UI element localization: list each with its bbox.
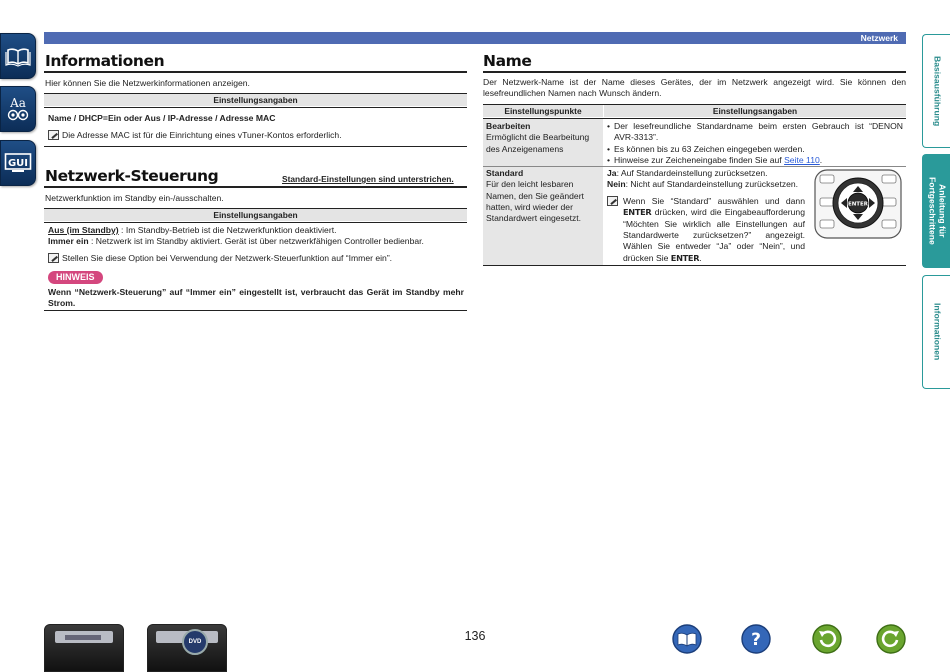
forward-arrow-icon: [876, 624, 906, 654]
dvd-label: DVD: [182, 629, 208, 655]
tab-basisausfuehrung-label: Basisausführung: [932, 55, 943, 127]
name-row2-note: [623, 196, 805, 264]
back-button[interactable]: [812, 624, 842, 654]
standby-intro: Netzwerkfunktion im Standby ein-/ausschalten.: [45, 193, 224, 203]
name-row1-bullet-2: Es können bis zu 63 Zeichen eingegeben werden.: [614, 143, 805, 154]
name-row1-details: • Der lesefreundliche Standardname beim ersten Gebrauch ist “DENON AVR-3313”. • Es können bis zu 63 Zeichen eingegeben werden. • Hinweise zur Zeicheneingabe finden Sie auf Seite 110.: [607, 121, 903, 166]
name-col1-header: Einstellungspunkte: [483, 105, 603, 117]
tab-fortgeschrittene[interactable]: [922, 154, 950, 268]
name-row2-note-part2: drücken, wird die Eingabeaufforderung “Möchten Sie wirklich alle Einstellungen auf Standardwerte zurücksetzen?” angezeigt. Wählen Sie entweder “Ja” oder “Nein”, und drücken Sie: [623, 207, 805, 263]
remote-control-illustration: [813, 168, 903, 240]
default-hint: Standard-Einstellungen sind unterstrichen.: [282, 174, 454, 184]
name-row2-note-end: .: [699, 252, 702, 263]
note-icon: [607, 196, 618, 206]
enter-key-label-2: ENTER: [670, 252, 700, 263]
contents-button[interactable]: [672, 624, 702, 654]
heading-rule: [483, 71, 906, 73]
name-row2-details: [607, 168, 817, 191]
table-bottom-rule: [44, 310, 467, 311]
name-row1-title: Bearbeiten: [486, 121, 531, 131]
informationen-title: Informationen: [45, 52, 165, 70]
standby-note-text: Stellen Sie diese Option bei Verwendung der Netzwerk-Steuerfunktion auf “Immer ein”.: [62, 253, 393, 263]
info-table-header: Einstellungsangaben: [44, 94, 467, 106]
note-icon: [48, 130, 59, 140]
name-title: Name: [483, 52, 532, 70]
remote-enter-label: ENTER: [847, 201, 869, 208]
table-rule: [44, 107, 467, 108]
table-rule: [44, 222, 467, 223]
note-icon-wrap: [607, 196, 621, 207]
name-row1-bullet-3-end: .: [819, 155, 823, 166]
name-row2-desc: Für den leicht lesbaren Namen, den Sie geändert hatten, wird wieder der Standardwert eingesetzt.: [486, 179, 584, 224]
tab-basisausfuehrung[interactable]: [922, 34, 950, 148]
font-icon: [5, 94, 31, 124]
name-row1-item: [486, 121, 600, 155]
question-icon: [741, 624, 771, 654]
name-row1-desc: Ermöglicht die Bearbeitung des Anzeigenamens: [486, 132, 590, 154]
table-bottom-rule: [44, 146, 467, 147]
contents-tab[interactable]: [0, 33, 36, 79]
heading-rule: [44, 71, 467, 73]
tab-fortgeschrittene-label: Anleitung für Fortgeschrittene: [927, 177, 948, 245]
name-row1-bullet-1: Der lesefreundliche Standardname beim ersten Gebrauch ist “DENON AVR-3313”.: [614, 121, 903, 143]
section-header-label: Netzwerk: [860, 33, 898, 43]
index-tab[interactable]: [0, 86, 36, 132]
standby-option-2-text: : Netzwerk ist im Standby aktiviert. Gerät ist über netzwerkfähigen Controller bedienbar.: [88, 236, 424, 246]
name-row2-title: Standard: [486, 168, 524, 178]
name-col2-header: Einstellungsangaben: [604, 105, 906, 117]
nein-option: [607, 179, 817, 190]
ja-label: Ja: [607, 168, 617, 178]
help-button[interactable]: [741, 624, 771, 654]
standby-table-header: Einstellungsangaben: [44, 209, 467, 221]
heading-rule: [44, 186, 467, 188]
standby-option-2: [48, 236, 464, 247]
enter-key-label: ENTER: [623, 207, 652, 218]
nein-label: Nein: [607, 179, 626, 190]
info-note: [48, 130, 342, 141]
receiver-device-thumb[interactable]: [44, 624, 124, 672]
page-number: 136: [464, 629, 486, 643]
back-arrow-icon: [812, 624, 842, 654]
standby-option-1-label: Aus (im Standby): [48, 225, 119, 235]
ja-text: : Auf Standardeinstellung zurücksetzen.: [616, 168, 768, 178]
svg-text:Aa: Aa: [10, 96, 26, 110]
svg-text:?: ?: [751, 630, 761, 650]
gui-icon: [4, 152, 32, 174]
section-header-bar: [44, 32, 906, 44]
name-row2-note-part1: Wenn Sie “Standard” auswählen und dann: [623, 196, 805, 206]
standby-note: [48, 253, 392, 264]
info-note-text: Die Adresse MAC ist für die Einrichtung eines vTuner-Kontos erforderlich.: [62, 130, 342, 140]
standby-option-2-label: Immer ein: [48, 236, 89, 246]
hinweis-text: Wenn “Netzwerk-Steuerung” auf “Immer ein” eingestellt ist, verbraucht das Gerät im Standby mehr Strom.: [48, 287, 464, 309]
standby-option-1: [48, 225, 464, 236]
gui-icon-label: GUI: [7, 158, 29, 169]
name-row2-item: [486, 168, 600, 225]
hinweis-badge: HINWEIS: [48, 271, 103, 284]
table-bottom-rule: [483, 265, 906, 266]
standby-option-1-text: : Im Standby-Betrieb ist die Netzwerkfunktion deaktiviert.: [118, 225, 337, 235]
dvd-device-thumb[interactable]: [147, 624, 227, 672]
ja-option: [607, 168, 817, 179]
forward-button[interactable]: [876, 624, 906, 654]
book-nav-icon: [672, 624, 702, 654]
name-row1-bullet-3: Hinweise zur Zeicheneingabe finden Sie auf: [614, 155, 785, 166]
informationen-intro: Hier können Sie die Netzwerkinformationen anzeigen.: [45, 78, 250, 88]
page-110-link[interactable]: Seite 110: [784, 155, 820, 166]
netzwerk-steuerung-title: Netzwerk-Steuerung: [45, 167, 219, 185]
name-intro: Der Netzwerk-Name ist der Name dieses Gerätes, der im Netzwerk angezeigt wird. Sie können den lesefreundlichen Namen nach Wunsch ändern.: [483, 77, 906, 99]
gui-tab[interactable]: [0, 140, 36, 186]
tab-informationen[interactable]: [922, 275, 950, 389]
nein-text: : Nicht auf Standardeinstellung zurücksetzen.: [625, 179, 799, 190]
tab-informationen-label: Informationen: [932, 303, 943, 361]
note-icon: [48, 253, 59, 263]
info-row-label: Name / DHCP=Ein oder Aus / IP-Adresse / Adresse MAC: [48, 113, 276, 123]
book-icon: [5, 45, 31, 67]
